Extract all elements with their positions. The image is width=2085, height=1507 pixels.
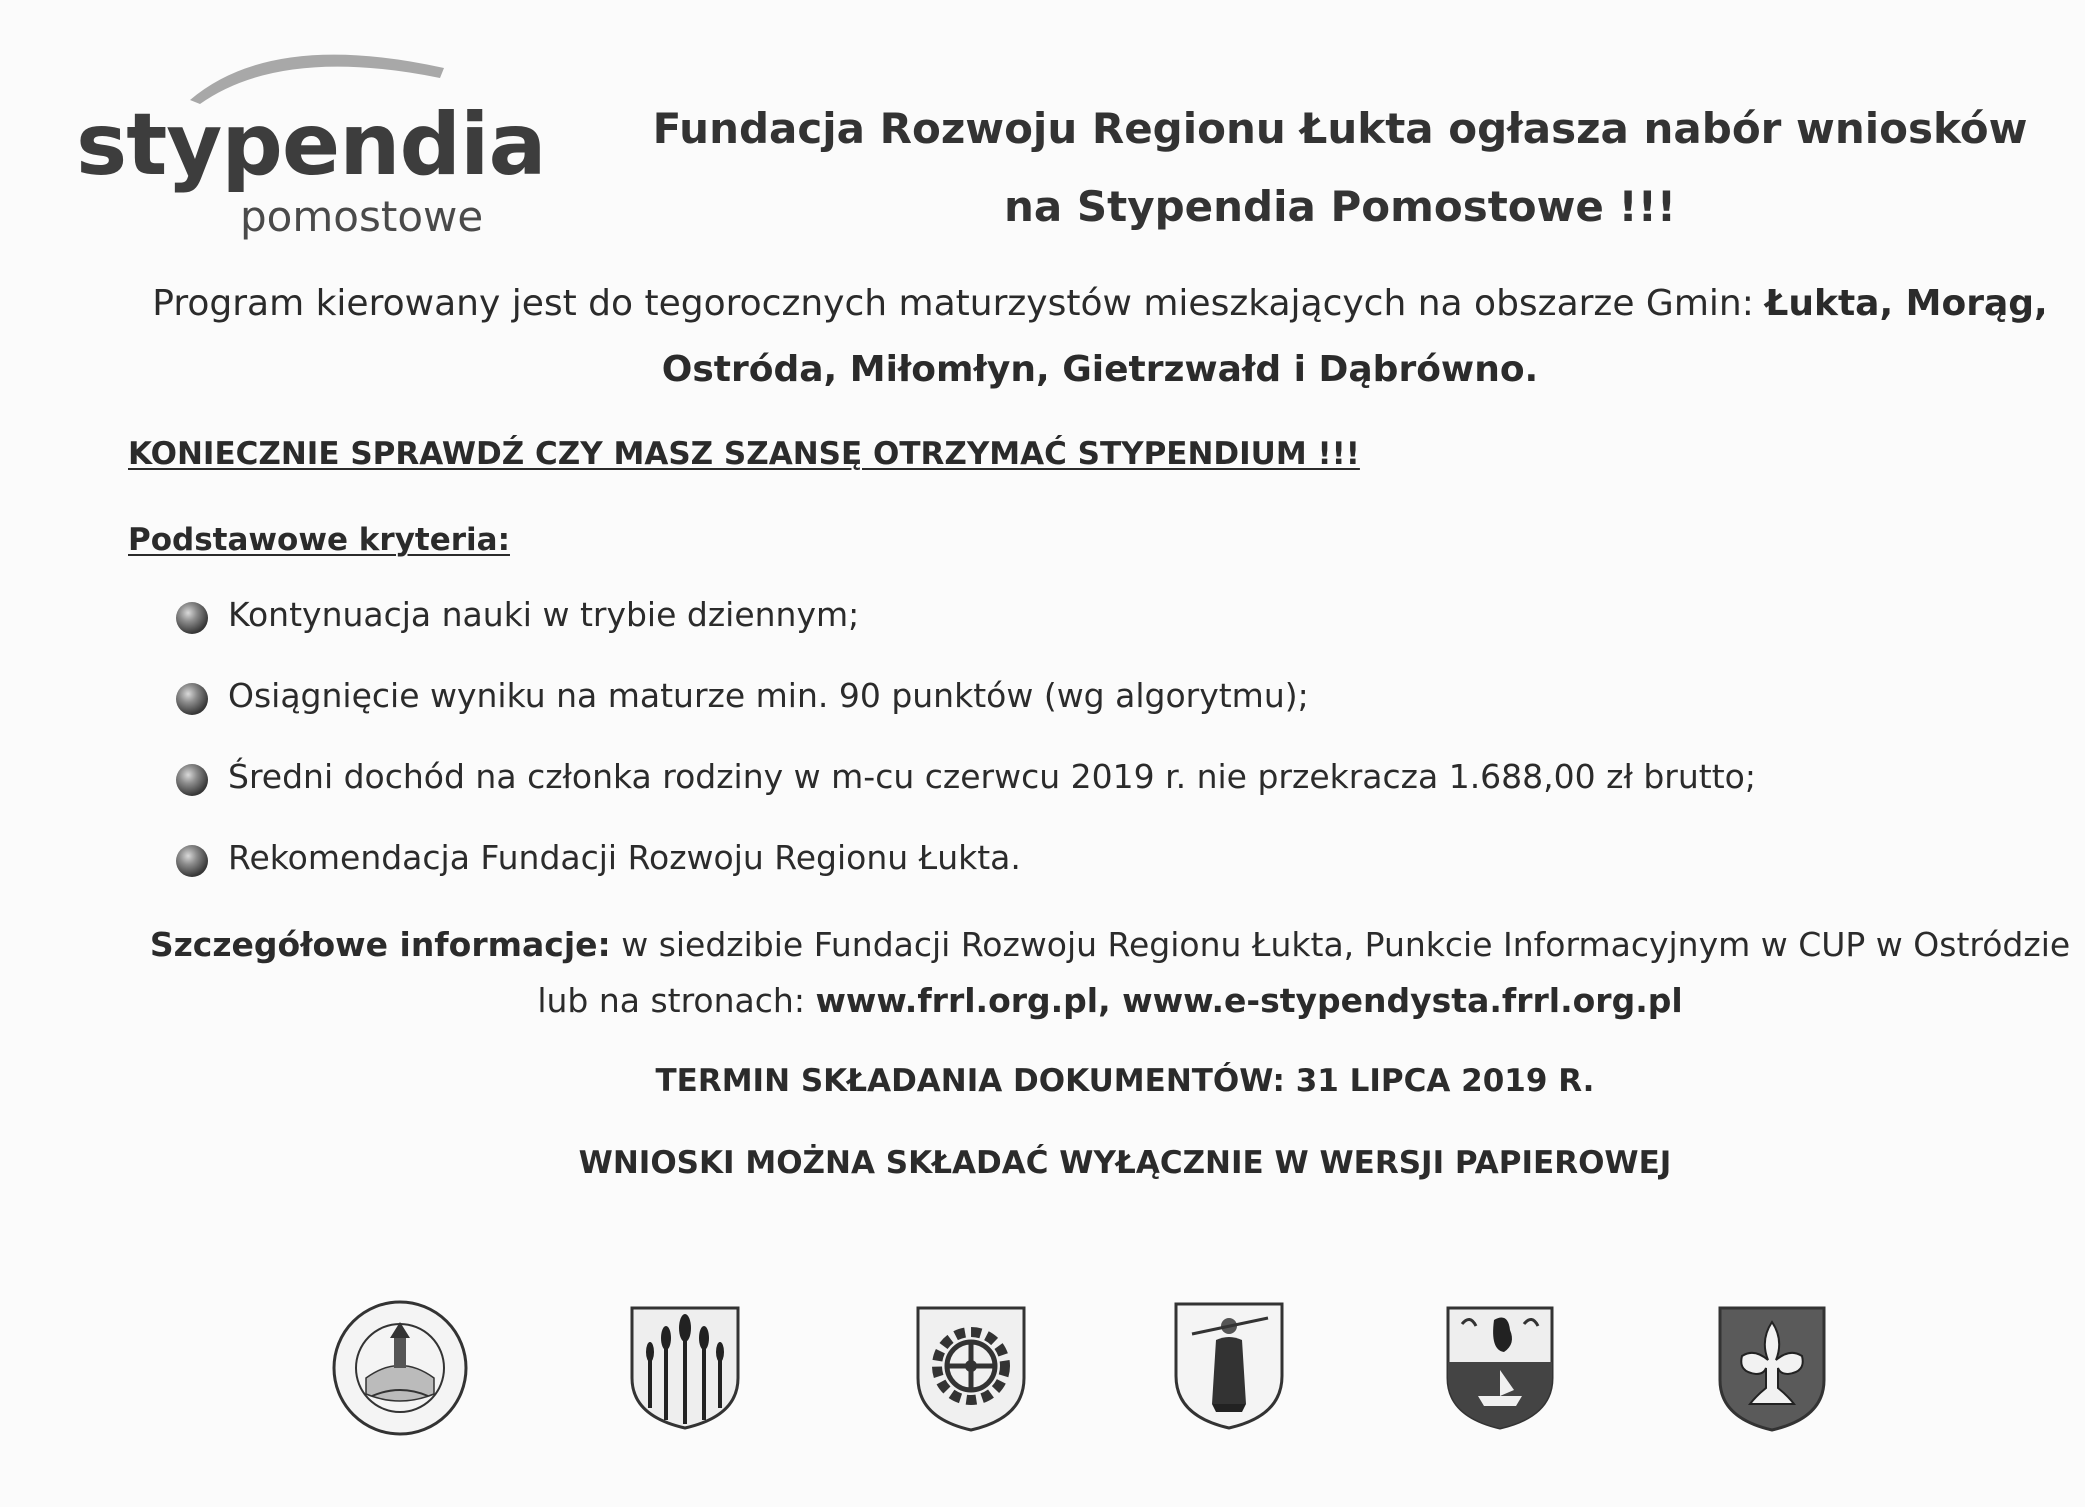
- program-line-1: [120, 283, 2080, 324]
- details-links: www.frrl.org.pl, www.e-stypendysta.frrl.org.pl: [815, 981, 1683, 1020]
- bullet-icon: [176, 602, 208, 634]
- details-label: Szczegółowe informacje:: [149, 925, 611, 964]
- stypendia-logo: [72, 20, 546, 241]
- check-notice: KONIECZNIE SPRAWDŹ CZY MASZ SZANSĘ OTRZYMAĆ STYPENDIUM !!!: [128, 436, 1360, 472]
- headline-line-1: Fundacja Rozwoju Regionu Łukta ogłasza nabór wniosków: [652, 104, 2028, 153]
- squirrel-ship-crest-icon: [1444, 1304, 1556, 1432]
- criteria-item: [176, 676, 1976, 760]
- fleur-de-lis-crest-icon: [1716, 1304, 1828, 1434]
- program-communes-1: Łukta, Morąg,: [1765, 283, 2048, 324]
- bullet-icon: [176, 764, 208, 796]
- criteria-item-text: Kontynuacja nauki w trybie dziennym;: [228, 595, 860, 634]
- deadline: TERMIN SKŁADANIA DOKUMENTÓW: 31 LIPCA 2019 R.: [655, 1063, 1595, 1099]
- criteria-item-text: Osiągnięcie wyniku na maturze min. 90 punktów (wg algorytmu);: [228, 676, 1309, 715]
- gietrzwald-seal-icon: [330, 1298, 470, 1438]
- details-text-2: lub na stronach:: [537, 981, 816, 1020]
- criteria-item: [176, 595, 1976, 679]
- details-text-1: w siedzibie Fundacji Rozwoju Regionu Łukta, Punkcie Informacyjnym w CUP w Ostródzie: [610, 925, 2071, 964]
- criteria-title: Podstawowe kryteria:: [128, 522, 510, 558]
- bullet-icon: [176, 683, 208, 715]
- details-line-2: [130, 981, 2085, 1020]
- program-line-2: [120, 349, 2080, 390]
- bullet-icon: [176, 845, 208, 877]
- logo-word: stypendia: [76, 95, 546, 195]
- criteria-item-text: Średni dochód na członka rodziny w m-cu czerwcu 2019 r. nie przekracza 1.688,00 zł brutto;: [228, 757, 1756, 796]
- mill-wheel-crest-icon: [914, 1304, 1028, 1434]
- headline-line-2: na Stypendia Pomostowe !!!: [1004, 182, 1676, 231]
- criteria-item: [176, 757, 1976, 841]
- reeds-crest-icon: [628, 1304, 742, 1432]
- logo-subtitle: pomostowe: [240, 192, 484, 241]
- criteria-list: [176, 595, 1976, 922]
- program-communes-2: Ostróda, Miłomłyn, Gietrzwałd i Dąbrówno.: [661, 349, 1539, 390]
- criteria-item: [176, 838, 1976, 922]
- paper-only-notice: WNIOSKI MOŻNA SKŁADAĆ WYŁĄCZNIE W WERSJI PAPIEROWEJ: [578, 1145, 1672, 1181]
- details-line-1: [130, 925, 2085, 964]
- criteria-item-text: Rekomendacja Fundacji Rozwoju Regionu Łukta.: [228, 838, 1021, 877]
- figure-crest-icon: [1172, 1300, 1286, 1432]
- program-text: Program kierowany jest do tegorocznych maturzystów mieszkających na obszarze Gmin:: [152, 283, 1766, 324]
